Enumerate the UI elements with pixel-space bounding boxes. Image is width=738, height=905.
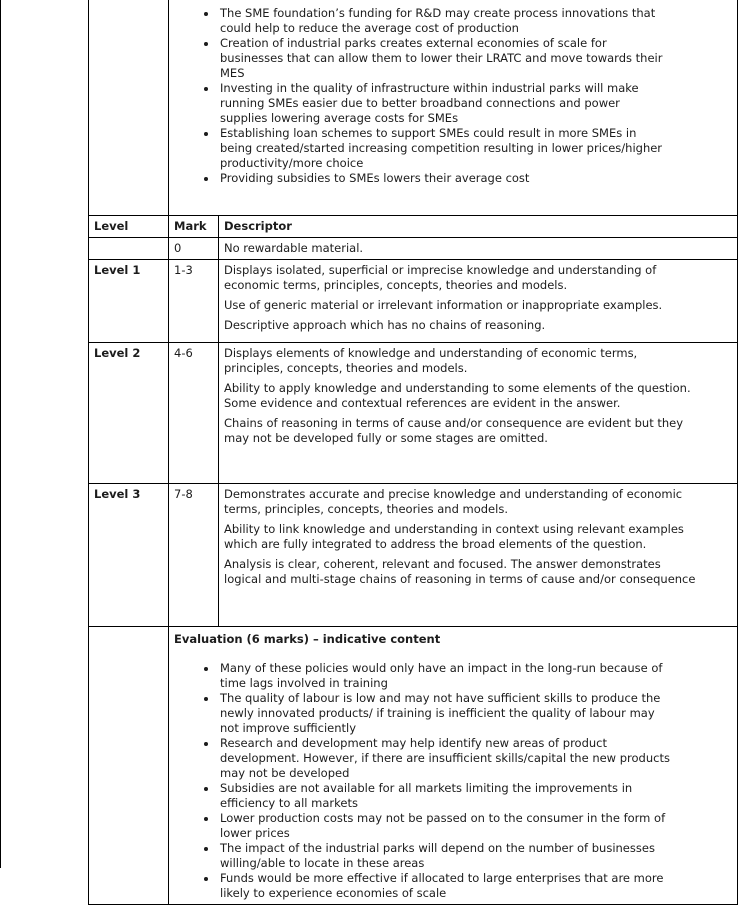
bullet-item: • Many of these policies would only have an impact in the long-run because of time lags involved in training <box>218 661 670 691</box>
mark-scheme-table <box>88 0 738 905</box>
descriptor-paragraph: Displays isolated, superficial or imprecise knowledge and understanding of economic terms, principles, concepts, theories and models. <box>224 263 657 292</box>
bullet-item: • The SME foundation’s funding for R&D may create process innovations that could help to reduce the average cost of production <box>218 6 670 36</box>
bullet-item: • The quality of labour is low and may not have sufficient skills to produce the newly innovated products/ if training is inefficient the quality of labour may not improve sufficiently <box>218 691 670 736</box>
bullet-item: • Creation of industrial parks creates external economies of scale for businesses that can allow them to lower their LRATC and move towards their MES <box>218 36 670 81</box>
evaluation-indicative-cell <box>169 627 738 905</box>
descriptor-paragraph: Ability to apply knowledge and understanding to some elements of the question. Some evidence and contextual references are evident in the answer. <box>224 381 691 410</box>
mark-cell: 0 <box>169 238 219 260</box>
descriptor-paragraph: Demonstrates accurate and precise knowledge and understanding of economic terms, principles, concepts, theories and models. <box>224 487 683 516</box>
knowledge-indicative-row <box>89 0 738 216</box>
level-cell-empty <box>89 238 169 260</box>
evaluation-title: Evaluation (6 marks) – indicative content <box>174 632 441 646</box>
descriptor-cell <box>219 484 738 627</box>
column-header-descriptor: Descriptor <box>219 216 738 238</box>
table-row-level-1 <box>89 260 738 343</box>
descriptor-paragraph: No rewardable material. <box>224 241 364 255</box>
bullet-item: • Funds would be more effective if allocated to large enterprises that are more likely to experience economies of scale <box>218 871 670 901</box>
descriptor-cell <box>219 343 738 484</box>
level-label: Level 3 <box>89 484 169 627</box>
mark-cell: 1-3 <box>169 260 219 343</box>
level-label: Level 1 <box>89 260 169 343</box>
column-header-mark: Mark <box>169 216 219 238</box>
table-row-zero-marks <box>89 238 738 260</box>
descriptor-cell <box>219 260 738 343</box>
table-row-level-2 <box>89 343 738 484</box>
descriptor-paragraph: Ability to link knowledge and understanding in context using relevant examples which are fully integrated to address the broad elements of the question. <box>224 522 684 551</box>
bullet-item: • The impact of the industrial parks will depend on the number of businesses willing/able to locate in these areas <box>218 841 670 871</box>
bullet-item: • Research and development may help identify new areas of product development. However, if there are insufficient skills/capital the new products may not be developed <box>218 736 670 781</box>
evaluation-indicative-row <box>89 627 738 905</box>
descriptor-paragraph: Analysis is clear, coherent, relevant and focused. The answer demonstrates logical and multi-stage chains of reasoning in terms of cause and/or consequence <box>224 557 696 586</box>
descriptor-paragraph: Use of generic material or irrelevant information or inappropriate examples. <box>224 298 663 312</box>
page-left-border <box>0 0 1 868</box>
column-header-level: Level <box>89 216 169 238</box>
bullet-item: • Providing subsidies to SMEs lowers their average cost <box>218 171 670 186</box>
bullet-item: • Lower production costs may not be passed on to the consumer in the form of lower prices <box>218 811 670 841</box>
descriptor-paragraph: Displays elements of knowledge and understanding of economic terms, principles, concepts, theories and models. <box>224 346 638 375</box>
level-cell-empty-eval <box>89 627 169 905</box>
table-header-row <box>89 216 738 238</box>
bullet-item: • Establishing loan schemes to support SMEs could result in more SMEs in being created/started increasing competition resulting in lower prices/higher productivity/more choice <box>218 126 670 171</box>
mark-cell: 7-8 <box>169 484 219 627</box>
bullet-item: • Investing in the quality of infrastructure within industrial parks will make running SMEs easier due to better broadband connections and power supplies lowering average costs for SMEs <box>218 81 670 126</box>
descriptor-paragraph: Chains of reasoning in terms of cause and/or consequence are evident but they may not be developed fully or some stages are omitted. <box>224 416 684 445</box>
level-cell-empty-top <box>89 0 169 216</box>
table-row-level-3 <box>89 484 738 627</box>
descriptor-paragraph: Descriptive approach which has no chains of reasoning. <box>224 318 546 332</box>
bullet-item: • Subsidies are not available for all markets limiting the improvements in efficiency to all markets <box>218 781 670 811</box>
descriptor-cell <box>219 238 738 260</box>
evaluation-bullet-list <box>174 661 684 901</box>
level-label: Level 2 <box>89 343 169 484</box>
knowledge-indicative-cell <box>169 0 738 216</box>
knowledge-bullet-list <box>174 6 684 186</box>
mark-cell: 4-6 <box>169 343 219 484</box>
